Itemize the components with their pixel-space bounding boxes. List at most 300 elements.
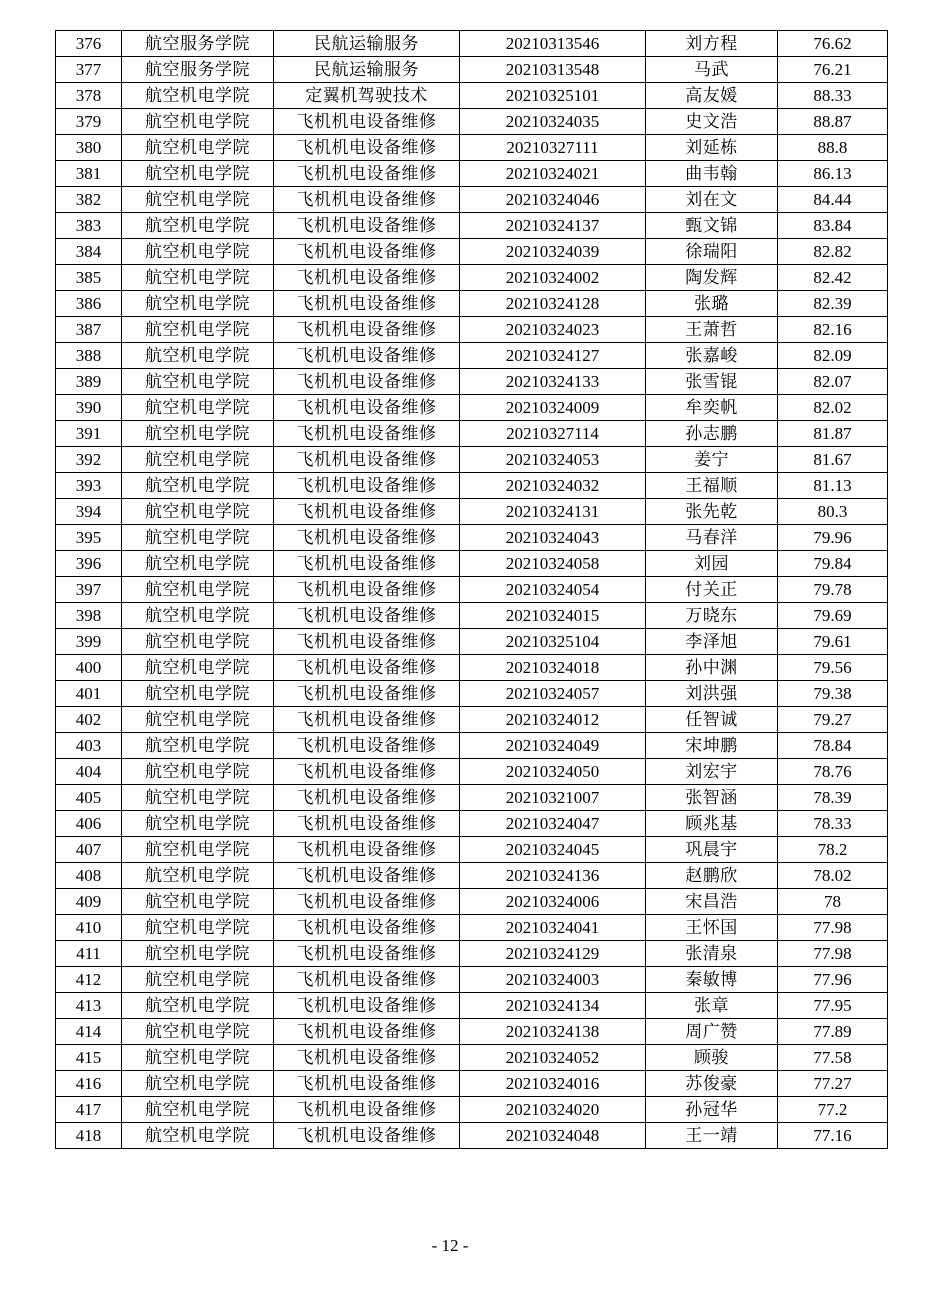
cell-major: 民航运输服务 — [274, 57, 460, 83]
cell-serial: 388 — [56, 343, 122, 369]
cell-name: 史文浩 — [646, 109, 778, 135]
cell-student-id: 20210325101 — [460, 83, 646, 109]
table-row — [56, 473, 888, 499]
cell-score: 82.82 — [778, 239, 888, 265]
cell-major: 飞机机电设备维修 — [274, 317, 460, 343]
cell-name: 顾骏 — [646, 1045, 778, 1071]
cell-name: 任智诚 — [646, 707, 778, 733]
cell-student-id: 20210324127 — [460, 343, 646, 369]
table-row — [56, 629, 888, 655]
cell-college: 航空机电学院 — [122, 317, 274, 343]
cell-college: 航空机电学院 — [122, 941, 274, 967]
cell-college: 航空机电学院 — [122, 265, 274, 291]
cell-college: 航空机电学院 — [122, 1071, 274, 1097]
cell-major: 飞机机电设备维修 — [274, 395, 460, 421]
table-row — [56, 1097, 888, 1123]
table-row — [56, 1123, 888, 1149]
table-row — [56, 265, 888, 291]
cell-student-id: 20210324020 — [460, 1097, 646, 1123]
cell-score: 80.3 — [778, 499, 888, 525]
page-footer — [0, 1236, 942, 1256]
table-row — [56, 889, 888, 915]
cell-serial: 399 — [56, 629, 122, 655]
cell-college: 航空机电学院 — [122, 915, 274, 941]
cell-major: 飞机机电设备维修 — [274, 785, 460, 811]
cell-student-id: 20210324047 — [460, 811, 646, 837]
cell-serial: 409 — [56, 889, 122, 915]
cell-college: 航空机电学院 — [122, 291, 274, 317]
cell-serial: 385 — [56, 265, 122, 291]
cell-college: 航空机电学院 — [122, 967, 274, 993]
cell-major: 飞机机电设备维修 — [274, 447, 460, 473]
cell-student-id: 20210321007 — [460, 785, 646, 811]
cell-major: 飞机机电设备维修 — [274, 1019, 460, 1045]
cell-serial: 416 — [56, 1071, 122, 1097]
table-row — [56, 837, 888, 863]
cell-college: 航空机电学院 — [122, 577, 274, 603]
cell-score: 82.16 — [778, 317, 888, 343]
cell-major: 飞机机电设备维修 — [274, 1071, 460, 1097]
cell-student-id: 20210325104 — [460, 629, 646, 655]
cell-student-id: 20210324136 — [460, 863, 646, 889]
cell-student-id: 20210324035 — [460, 109, 646, 135]
table-row — [56, 239, 888, 265]
cell-major: 飞机机电设备维修 — [274, 473, 460, 499]
cell-college: 航空机电学院 — [122, 629, 274, 655]
table-row — [56, 369, 888, 395]
cell-major: 飞机机电设备维修 — [274, 109, 460, 135]
cell-major: 飞机机电设备维修 — [274, 1123, 460, 1149]
cell-student-id: 20210324133 — [460, 369, 646, 395]
cell-student-id: 20210324016 — [460, 1071, 646, 1097]
cell-major: 飞机机电设备维修 — [274, 629, 460, 655]
cell-college: 航空机电学院 — [122, 499, 274, 525]
cell-student-id: 20210324032 — [460, 473, 646, 499]
cell-name: 付关正 — [646, 577, 778, 603]
cell-major: 飞机机电设备维修 — [274, 915, 460, 941]
cell-score: 77.95 — [778, 993, 888, 1019]
cell-major: 飞机机电设备维修 — [274, 707, 460, 733]
cell-major: 飞机机电设备维修 — [274, 1097, 460, 1123]
cell-name: 高友媛 — [646, 83, 778, 109]
cell-score: 78.84 — [778, 733, 888, 759]
cell-serial: 418 — [56, 1123, 122, 1149]
cell-major: 飞机机电设备维修 — [274, 265, 460, 291]
table-row — [56, 83, 888, 109]
cell-score: 83.84 — [778, 213, 888, 239]
cell-name: 马春洋 — [646, 525, 778, 551]
cell-serial: 401 — [56, 681, 122, 707]
table-row — [56, 135, 888, 161]
cell-serial: 412 — [56, 967, 122, 993]
cell-name: 刘延栋 — [646, 135, 778, 161]
cell-student-id: 20210324002 — [460, 265, 646, 291]
cell-serial: 382 — [56, 187, 122, 213]
cell-student-id: 20210324023 — [460, 317, 646, 343]
table-row — [56, 109, 888, 135]
cell-major: 飞机机电设备维修 — [274, 369, 460, 395]
cell-serial: 393 — [56, 473, 122, 499]
cell-major: 飞机机电设备维修 — [274, 941, 460, 967]
table-row — [56, 603, 888, 629]
cell-name: 孙冠华 — [646, 1097, 778, 1123]
cell-score: 78.2 — [778, 837, 888, 863]
cell-serial: 408 — [56, 863, 122, 889]
cell-score: 88.87 — [778, 109, 888, 135]
cell-major: 飞机机电设备维修 — [274, 421, 460, 447]
cell-student-id: 20210324006 — [460, 889, 646, 915]
cell-student-id: 20210324054 — [460, 577, 646, 603]
table-row — [56, 447, 888, 473]
cell-student-id: 20210324134 — [460, 993, 646, 1019]
cell-college: 航空机电学院 — [122, 785, 274, 811]
cell-major: 飞机机电设备维修 — [274, 603, 460, 629]
table-row — [56, 1019, 888, 1045]
cell-major: 飞机机电设备维修 — [274, 889, 460, 915]
cell-serial: 403 — [56, 733, 122, 759]
cell-major: 飞机机电设备维修 — [274, 681, 460, 707]
cell-student-id: 20210324039 — [460, 239, 646, 265]
cell-student-id: 20210324053 — [460, 447, 646, 473]
cell-major: 飞机机电设备维修 — [274, 187, 460, 213]
cell-name: 张雪锟 — [646, 369, 778, 395]
cell-college: 航空机电学院 — [122, 1123, 274, 1149]
cell-major: 飞机机电设备维修 — [274, 967, 460, 993]
cell-serial: 417 — [56, 1097, 122, 1123]
cell-student-id: 20210324049 — [460, 733, 646, 759]
cell-college: 航空机电学院 — [122, 161, 274, 187]
cell-score: 78.39 — [778, 785, 888, 811]
table-row — [56, 317, 888, 343]
cell-score: 77.96 — [778, 967, 888, 993]
cell-major: 飞机机电设备维修 — [274, 655, 460, 681]
cell-serial: 400 — [56, 655, 122, 681]
cell-serial: 396 — [56, 551, 122, 577]
cell-student-id: 20210324003 — [460, 967, 646, 993]
cell-student-id: 20210324048 — [460, 1123, 646, 1149]
cell-major: 飞机机电设备维修 — [274, 993, 460, 1019]
cell-serial: 407 — [56, 837, 122, 863]
cell-college: 航空机电学院 — [122, 369, 274, 395]
cell-name: 王怀国 — [646, 915, 778, 941]
cell-student-id: 20210324057 — [460, 681, 646, 707]
cell-major: 飞机机电设备维修 — [274, 499, 460, 525]
table-row — [56, 1071, 888, 1097]
cell-serial: 376 — [56, 31, 122, 57]
cell-college: 航空机电学院 — [122, 447, 274, 473]
cell-score: 78.76 — [778, 759, 888, 785]
cell-serial: 380 — [56, 135, 122, 161]
cell-major: 飞机机电设备维修 — [274, 551, 460, 577]
cell-serial: 406 — [56, 811, 122, 837]
cell-major: 飞机机电设备维修 — [274, 213, 460, 239]
cell-student-id: 20210324138 — [460, 1019, 646, 1045]
cell-name: 赵鹏欣 — [646, 863, 778, 889]
cell-major: 飞机机电设备维修 — [274, 577, 460, 603]
cell-college: 航空机电学院 — [122, 759, 274, 785]
cell-score: 84.44 — [778, 187, 888, 213]
cell-score: 82.02 — [778, 395, 888, 421]
table-row — [56, 499, 888, 525]
cell-serial: 379 — [56, 109, 122, 135]
cell-name: 王福顺 — [646, 473, 778, 499]
cell-serial: 413 — [56, 993, 122, 1019]
table-row — [56, 551, 888, 577]
table-row — [56, 681, 888, 707]
cell-college: 航空机电学院 — [122, 83, 274, 109]
cell-college: 航空机电学院 — [122, 603, 274, 629]
cell-serial: 389 — [56, 369, 122, 395]
table-row — [56, 395, 888, 421]
cell-student-id: 20210324129 — [460, 941, 646, 967]
cell-score: 76.62 — [778, 31, 888, 57]
cell-score: 81.67 — [778, 447, 888, 473]
cell-name: 张嘉峻 — [646, 343, 778, 369]
cell-college: 航空服务学院 — [122, 57, 274, 83]
table-row — [56, 655, 888, 681]
cell-name: 苏俊豪 — [646, 1071, 778, 1097]
cell-major: 飞机机电设备维修 — [274, 733, 460, 759]
cell-name: 曲韦翰 — [646, 161, 778, 187]
cell-name: 王一靖 — [646, 1123, 778, 1149]
cell-name: 周广赞 — [646, 1019, 778, 1045]
cell-score: 78 — [778, 889, 888, 915]
cell-serial: 402 — [56, 707, 122, 733]
cell-college: 航空机电学院 — [122, 655, 274, 681]
cell-name: 张智涵 — [646, 785, 778, 811]
cell-score: 77.98 — [778, 941, 888, 967]
student-score-table — [55, 30, 888, 1149]
cell-major: 飞机机电设备维修 — [274, 759, 460, 785]
cell-major: 飞机机电设备维修 — [274, 135, 460, 161]
cell-score: 79.61 — [778, 629, 888, 655]
table-row — [56, 785, 888, 811]
cell-student-id: 20210324009 — [460, 395, 646, 421]
table-row — [56, 421, 888, 447]
cell-name: 顾兆基 — [646, 811, 778, 837]
table-row — [56, 759, 888, 785]
cell-serial: 392 — [56, 447, 122, 473]
cell-score: 79.38 — [778, 681, 888, 707]
cell-student-id: 20210324021 — [460, 161, 646, 187]
cell-score: 81.13 — [778, 473, 888, 499]
cell-name: 张璐 — [646, 291, 778, 317]
cell-score: 77.2 — [778, 1097, 888, 1123]
cell-serial: 384 — [56, 239, 122, 265]
cell-serial: 381 — [56, 161, 122, 187]
cell-serial: 405 — [56, 785, 122, 811]
cell-score: 86.13 — [778, 161, 888, 187]
cell-serial: 387 — [56, 317, 122, 343]
table-row — [56, 967, 888, 993]
cell-name: 刘园 — [646, 551, 778, 577]
cell-college: 航空机电学院 — [122, 1097, 274, 1123]
cell-major: 飞机机电设备维修 — [274, 525, 460, 551]
cell-name: 张先乾 — [646, 499, 778, 525]
table-body — [56, 31, 888, 1149]
cell-college: 航空机电学院 — [122, 239, 274, 265]
cell-major: 飞机机电设备维修 — [274, 239, 460, 265]
cell-college: 航空服务学院 — [122, 31, 274, 57]
cell-college: 航空机电学院 — [122, 421, 274, 447]
page-number: - 12 - — [431, 1236, 469, 1255]
cell-major: 飞机机电设备维修 — [274, 811, 460, 837]
table-row — [56, 525, 888, 551]
cell-major: 民航运输服务 — [274, 31, 460, 57]
cell-name: 徐瑞阳 — [646, 239, 778, 265]
cell-score: 78.33 — [778, 811, 888, 837]
cell-name: 孙志鹏 — [646, 421, 778, 447]
cell-name: 王萧哲 — [646, 317, 778, 343]
table-row — [56, 863, 888, 889]
cell-student-id: 20210324050 — [460, 759, 646, 785]
cell-name: 刘洪强 — [646, 681, 778, 707]
cell-college: 航空机电学院 — [122, 109, 274, 135]
cell-score: 78.02 — [778, 863, 888, 889]
cell-student-id: 20210324043 — [460, 525, 646, 551]
cell-score: 77.58 — [778, 1045, 888, 1071]
cell-college: 航空机电学院 — [122, 213, 274, 239]
cell-student-id: 20210324137 — [460, 213, 646, 239]
cell-score: 82.07 — [778, 369, 888, 395]
cell-serial: 410 — [56, 915, 122, 941]
table-row — [56, 993, 888, 1019]
table-row — [56, 577, 888, 603]
cell-serial: 378 — [56, 83, 122, 109]
cell-college: 航空机电学院 — [122, 733, 274, 759]
table-row — [56, 31, 888, 57]
cell-serial: 411 — [56, 941, 122, 967]
cell-serial: 391 — [56, 421, 122, 447]
cell-student-id: 20210324128 — [460, 291, 646, 317]
cell-score: 82.09 — [778, 343, 888, 369]
cell-student-id: 20210324058 — [460, 551, 646, 577]
cell-student-id: 20210327111 — [460, 135, 646, 161]
cell-student-id: 20210313548 — [460, 57, 646, 83]
cell-student-id: 20210327114 — [460, 421, 646, 447]
table-row — [56, 291, 888, 317]
cell-name: 孙中渊 — [646, 655, 778, 681]
cell-college: 航空机电学院 — [122, 811, 274, 837]
cell-serial: 383 — [56, 213, 122, 239]
cell-college: 航空机电学院 — [122, 863, 274, 889]
table-row — [56, 733, 888, 759]
cell-name: 秦敏博 — [646, 967, 778, 993]
cell-serial: 395 — [56, 525, 122, 551]
cell-serial: 414 — [56, 1019, 122, 1045]
cell-serial: 377 — [56, 57, 122, 83]
table-row — [56, 187, 888, 213]
cell-score: 81.87 — [778, 421, 888, 447]
cell-college: 航空机电学院 — [122, 993, 274, 1019]
cell-score: 82.39 — [778, 291, 888, 317]
cell-college: 航空机电学院 — [122, 707, 274, 733]
cell-name: 马武 — [646, 57, 778, 83]
cell-major: 定翼机驾驶技术 — [274, 83, 460, 109]
cell-serial: 390 — [56, 395, 122, 421]
cell-serial: 398 — [56, 603, 122, 629]
cell-name: 宋坤鹏 — [646, 733, 778, 759]
cell-serial: 415 — [56, 1045, 122, 1071]
table-row — [56, 707, 888, 733]
cell-name: 宋昌浩 — [646, 889, 778, 915]
table-row — [56, 343, 888, 369]
cell-name: 牟奕帆 — [646, 395, 778, 421]
cell-major: 飞机机电设备维修 — [274, 863, 460, 889]
cell-college: 航空机电学院 — [122, 135, 274, 161]
cell-student-id: 20210324045 — [460, 837, 646, 863]
cell-name: 刘宏宇 — [646, 759, 778, 785]
cell-score: 88.8 — [778, 135, 888, 161]
cell-major: 飞机机电设备维修 — [274, 1045, 460, 1071]
cell-score: 79.56 — [778, 655, 888, 681]
cell-student-id: 20210324046 — [460, 187, 646, 213]
cell-student-id: 20210324018 — [460, 655, 646, 681]
cell-student-id: 20210324012 — [460, 707, 646, 733]
cell-score: 79.78 — [778, 577, 888, 603]
cell-major: 飞机机电设备维修 — [274, 837, 460, 863]
cell-serial: 404 — [56, 759, 122, 785]
cell-score: 77.89 — [778, 1019, 888, 1045]
cell-score: 79.84 — [778, 551, 888, 577]
cell-name: 陶发辉 — [646, 265, 778, 291]
cell-major: 飞机机电设备维修 — [274, 343, 460, 369]
cell-serial: 397 — [56, 577, 122, 603]
cell-score: 77.16 — [778, 1123, 888, 1149]
cell-score: 88.33 — [778, 83, 888, 109]
cell-score: 82.42 — [778, 265, 888, 291]
cell-college: 航空机电学院 — [122, 837, 274, 863]
cell-name: 巩晨宇 — [646, 837, 778, 863]
cell-score: 79.96 — [778, 525, 888, 551]
cell-major: 飞机机电设备维修 — [274, 161, 460, 187]
cell-name: 甄文锦 — [646, 213, 778, 239]
cell-name: 万晓东 — [646, 603, 778, 629]
cell-score: 79.27 — [778, 707, 888, 733]
cell-college: 航空机电学院 — [122, 681, 274, 707]
cell-name: 张清泉 — [646, 941, 778, 967]
cell-student-id: 20210324052 — [460, 1045, 646, 1071]
cell-college: 航空机电学院 — [122, 473, 274, 499]
table-row — [56, 915, 888, 941]
cell-college: 航空机电学院 — [122, 187, 274, 213]
cell-score: 79.69 — [778, 603, 888, 629]
cell-serial: 394 — [56, 499, 122, 525]
cell-college: 航空机电学院 — [122, 395, 274, 421]
cell-score: 77.98 — [778, 915, 888, 941]
cell-college: 航空机电学院 — [122, 525, 274, 551]
cell-major: 飞机机电设备维修 — [274, 291, 460, 317]
cell-name: 李泽旭 — [646, 629, 778, 655]
cell-score: 76.21 — [778, 57, 888, 83]
cell-name: 姜宁 — [646, 447, 778, 473]
cell-student-id: 20210324015 — [460, 603, 646, 629]
cell-student-id: 20210324131 — [460, 499, 646, 525]
cell-score: 77.27 — [778, 1071, 888, 1097]
table-row — [56, 57, 888, 83]
table-row — [56, 161, 888, 187]
cell-name: 张章 — [646, 993, 778, 1019]
table-row — [56, 213, 888, 239]
cell-college: 航空机电学院 — [122, 551, 274, 577]
cell-college: 航空机电学院 — [122, 1019, 274, 1045]
table-row — [56, 941, 888, 967]
cell-student-id: 20210313546 — [460, 31, 646, 57]
cell-student-id: 20210324041 — [460, 915, 646, 941]
cell-serial: 386 — [56, 291, 122, 317]
table-row — [56, 811, 888, 837]
table-row — [56, 1045, 888, 1071]
